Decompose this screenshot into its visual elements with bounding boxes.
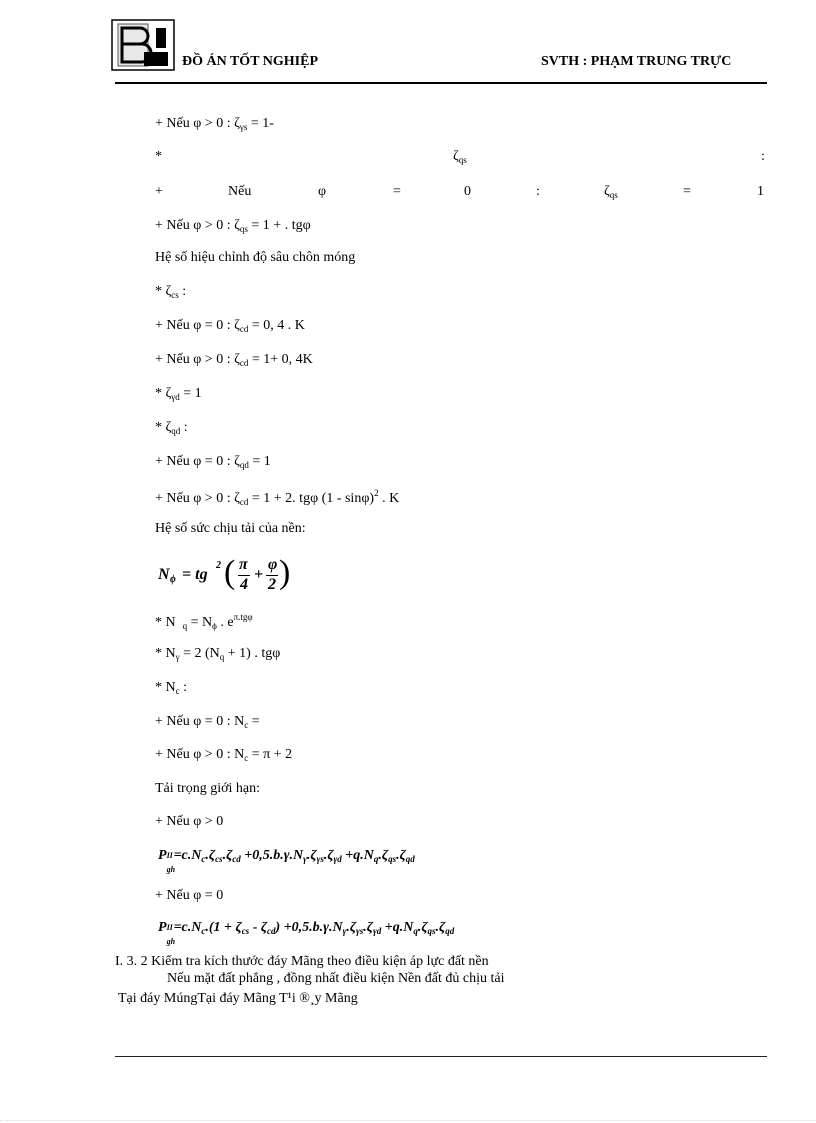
line-16: * $N_c$ : (155, 680, 188, 696)
line-11: + Nếu φ = 0 : $\zeta_{qd} = 1$ (155, 454, 271, 470)
logo (110, 18, 176, 72)
line-10: * $\zeta_{qd}$ : (155, 420, 188, 436)
line-21: + Nếu φ = 0 (155, 888, 224, 903)
line-3-eq: = (393, 184, 401, 199)
line-3-eq2: = (683, 184, 691, 199)
line-2-star: * (155, 149, 162, 164)
line-3-phi: φ (318, 184, 327, 199)
line-6: * $\zeta_{cs}$ : (155, 284, 187, 300)
header-student: SVTH : PHẠM TRUNG TRỰC (541, 54, 732, 69)
line-18: + Nếu φ > 0 : $N_c = \pi + 2$ (155, 747, 293, 763)
line-3-zeta: $\zeta_{qs}$ (604, 184, 618, 200)
line-15: * $N_\gamma = 2$ $(N_q + 1)$ . tgφ (155, 646, 281, 662)
line-3-plus: + (155, 184, 163, 199)
header-rule (115, 82, 767, 84)
line-12: + Nếu φ > 0 : $\zeta_{cd} = 1 + 2$. tgφ (1 - sinφ)$^2$ . K (155, 488, 400, 507)
line-13: Hệ số sức chịu tải của nền: (155, 521, 306, 536)
line-4: + Nếu φ > 0 : $\zeta_{qs} = 1$ + . tgφ (155, 218, 311, 234)
line-1: + Nếu φ > 0 : $\zeta_{\gamma s} = 1-$ (155, 116, 274, 132)
line-3-colon: : (536, 184, 540, 199)
footer-rule (115, 1056, 767, 1057)
line-17: + Nếu φ = 0 : $N_c$ = (155, 714, 260, 730)
line-9: * $\zeta_{\gamma d} = 1$ (155, 386, 202, 402)
section-text-1: Nếu mặt đất phẳng , đồng nhất điều kiện Nền đất đủ chịu tải (167, 971, 505, 986)
formula-pgh-2: P II gh $=c.N_c.(1 + \zeta_{cs} - \zeta_{cd}) +0,5.b.\gamma.N_\gamma.\zeta_{\gamma s}.\zeta_{\gamma d} +q.N_q.\zeta_{qs}.\zeta_{qd}$ (158, 920, 455, 946)
line-3-zero: 0 (464, 184, 471, 199)
formula-pgh-1: P II gh $=c.N_c.\zeta_{cs}.\zeta_{cd} +0,5.b.\gamma.N_\gamma.\zeta_{\gamma s}.\zeta_{\gamma d} +q.N_q.\zeta_{qs}.\zeta_{qd}$ (158, 848, 415, 874)
line-14: * N $_q = N_\phi$ . $e^{\pi.tg\varphi}$ (155, 612, 253, 631)
line-7: + Nếu φ = 0 : $\zeta_{cd} = 0$, 4 . K (155, 318, 305, 334)
line-3-one: 1 (757, 184, 764, 199)
section-heading: I. 3. 2 Kiểm tra kích thước đáy Mãng theo điều kiện áp lực đất nền (115, 954, 489, 969)
line-19: Tải trọng giới hạn: (155, 781, 260, 796)
section-text-2: Tại đáy MúngTại đáy Mãng T¹i ®¸y Mãng (118, 991, 358, 1006)
bottom-dotted (0, 1120, 816, 1121)
line-2-zeta: $\zeta_{qs}$ (453, 149, 467, 165)
line-20: + Nếu φ > 0 (155, 814, 224, 829)
line-2-colon: : (761, 149, 765, 164)
header-title: ĐỒ ÁN TỐT NGHIỆP (182, 54, 319, 69)
line-5: Hệ số hiệu chỉnh độ sâu chôn móng (155, 250, 356, 265)
line-8: + Nếu φ > 0 : $\zeta_{cd} = 1+ 0$, 4K (155, 352, 313, 368)
line-3-neu: Nếu (228, 184, 252, 199)
